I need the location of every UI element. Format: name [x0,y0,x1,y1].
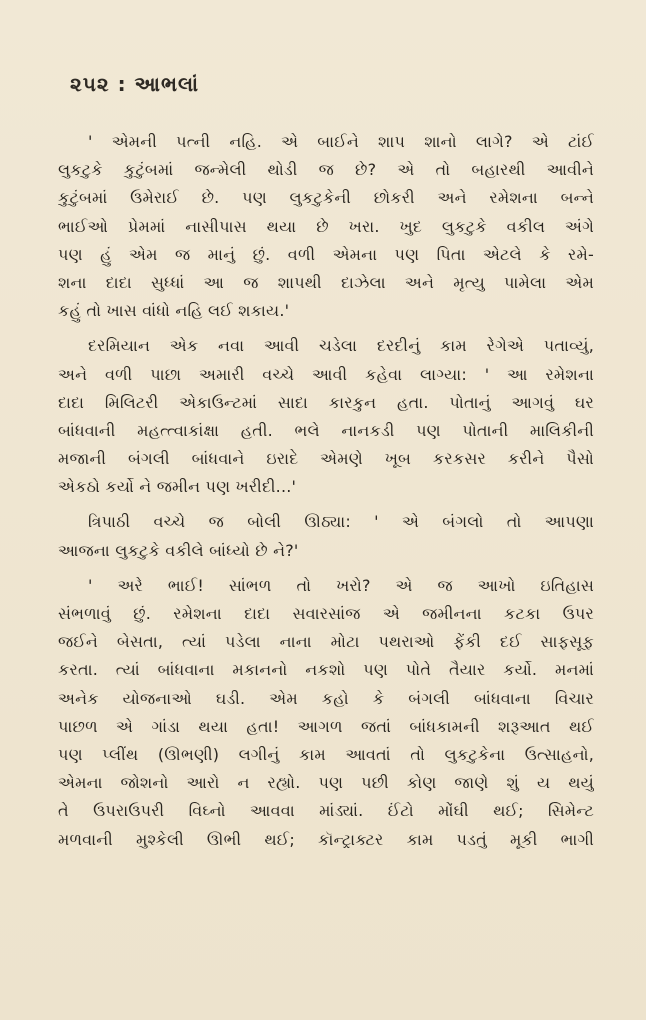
text-line: ' અરે ભાઈ! સાંભળ તો ખરો? એ જ આખો ઇતિહાસ [88,575,594,595]
text-line: અનેક યોજનાઓ ઘડી. એમ કહો કે બંગલી બાંધવાના વિચાર [58,688,594,708]
text-line: કરતા. ત્યાં બાંધવાના મકાનનો નકશો પણ પોતે તૈયાર કર્યો. મનમાં [58,660,594,680]
text-line: ભાઈઓ પ્રેમમાં નાસીપાસ થયા છે ખરા. ખુદ લુકટુકે વકીલ અંગે [58,216,594,236]
text-line: સંભળાવું છું. રમેશના દાદા સવારસાંજ એ જમીનના કટકા ઉપર [58,604,594,623]
text-line: આજના લુકટુકે વકીલે બાંધ્યો છે ને?' [58,540,299,560]
text-line: તે ઉપરાઉપરી વિઘ્નો આવવા માંડ્યાં. ઈંટો મોંઘી થઈ; સિમેન્ટ [58,801,594,821]
paragraph-2 [58,332,594,501]
text-line: પણ હું એમ જ માનું છું. વળી એમના પણ પિતા એટલે કે રમે- [58,244,594,264]
text-line: બાંધવાની મહત્ત્વાકાંક્ષા હતી. ભલે નાનકડી પણ પોતાની માલિકીની [58,420,594,440]
text-line: દરમિયાન એક નવા આવી ચડેલા દરદીનું કામ રેગેએ પતાવ્યું, [88,336,594,356]
paragraph-3 [58,508,594,564]
body-text [58,128,594,861]
text-line: લુકટુકે કુટુંબમાં જન્મેલી થોડી જ છે? એ તો બહારથી આવીને [58,160,594,180]
text-line: કહું તો ખાસ વાંધો નહિ લઈ શકાય.' [58,301,290,321]
text-line: અને વળી પાછા અમારી વચ્ચે આવી કહેવા લાગ્યા: ' આ રમેશના [58,364,594,384]
text-line: જઈને બેસતા, ત્યાં પડેલા નાના મોટા પથરાઓ ફેંકી દઈ સાફસૂફ [58,632,594,652]
text-line: પાછળ એ ગાંડા થયા હતા! આગળ જતાં બાંધકામની શરૂઆત થઈ [58,716,594,736]
text-line: એમના જોશનો આરો ન રહ્યો. પણ પછી કોણ જાણે શું ય થયું [58,773,594,793]
text-line: એકઠો કર્યો ને જમીન પણ ખરીદી...' [58,477,297,497]
text-line: શના દાદા સુધ્ધાં આ જ શાપથી દાઝેલા અને મૃત્યુ પામેલા એમ [58,272,594,292]
text-line: દાદા મિલિટરી એકાઉન્ટમાં સાદા કારકુન હતા. પોતાનું આગવું ઘર [58,392,594,412]
text-line: ' એમની પત્ની નહિ. એ બાઈને શાપ શાનો લાગે? એ ટાંઈ [88,132,594,151]
text-line: કુટુંબમાં ઉમેરાઈ છે. પણ લુકટુકેની છોકરી અને રમેશના બન્ને [58,188,594,208]
running-head: ૨૫૨ : આભલાં [70,72,200,96]
paragraph-1 [58,128,594,325]
paragraph-4 [58,572,594,854]
text-line: ત્રિપાઠી વચ્ચે જ બોલી ઊઠ્યા: ' એ બંગલો તો આપણા [88,512,594,532]
text-line: મજાની બંગલી બાંધવાને ઇરાદે એમણે ખૂબ કરકસર કરીને પૈસો [58,449,594,469]
text-line: પણ પ્લીંથ (ઊભણી) લગીનું કામ આવતાં તો લુકટુકેના ઉત્સાહનો, [58,744,594,764]
text-line: મળવાની મુશ્કેલી ઊભી થઈ; કૉન્ટ્રાક્ટર કામ પડતું મૂકી ભાગી [58,829,594,849]
